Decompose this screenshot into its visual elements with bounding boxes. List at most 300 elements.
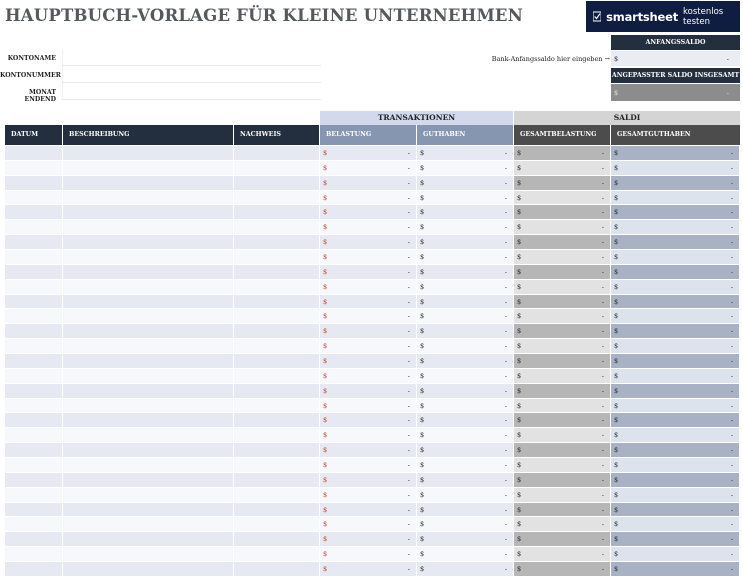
reference-cell[interactable] bbox=[234, 146, 320, 160]
currency-symbol: $ bbox=[420, 371, 425, 380]
credit-cell[interactable] bbox=[417, 191, 514, 205]
reference-cell[interactable] bbox=[234, 250, 320, 264]
currency-symbol: $ bbox=[517, 371, 522, 380]
debit-cell[interactable] bbox=[320, 399, 417, 413]
date-cell[interactable] bbox=[5, 399, 63, 413]
date-cell[interactable] bbox=[5, 220, 63, 234]
reference-cell[interactable] bbox=[234, 443, 320, 457]
account-name-label: KONTONAME bbox=[7, 55, 56, 62]
total-credit-cell[interactable] bbox=[611, 220, 740, 234]
total-debit-cell[interactable] bbox=[514, 265, 611, 279]
reference-cell[interactable] bbox=[234, 280, 320, 294]
description-cell[interactable] bbox=[63, 354, 234, 368]
debit-cell[interactable] bbox=[320, 265, 417, 279]
description-cell[interactable] bbox=[63, 413, 234, 427]
reference-cell[interactable] bbox=[234, 399, 320, 413]
description-cell[interactable] bbox=[63, 309, 234, 323]
col-reference: NACHWEIS bbox=[234, 125, 319, 145]
description-cell[interactable] bbox=[63, 146, 234, 160]
reference-cell[interactable] bbox=[234, 384, 320, 398]
date-cell[interactable] bbox=[5, 205, 63, 219]
credit-cell[interactable] bbox=[417, 146, 514, 160]
table-row bbox=[5, 161, 740, 176]
currency-symbol: $ bbox=[517, 208, 522, 217]
total-credit-cell[interactable] bbox=[611, 146, 740, 160]
amount-value: - bbox=[407, 416, 410, 425]
credit-cell[interactable] bbox=[417, 473, 514, 487]
date-cell[interactable] bbox=[5, 443, 63, 457]
total-debit-cell[interactable] bbox=[514, 562, 611, 576]
date-cell[interactable] bbox=[5, 295, 63, 309]
description-cell[interactable] bbox=[63, 205, 234, 219]
total-debit-cell[interactable] bbox=[514, 191, 611, 205]
description-cell[interactable] bbox=[63, 488, 234, 502]
balances-group-header: SALDI bbox=[514, 111, 740, 125]
credit-cell[interactable] bbox=[417, 517, 514, 531]
date-cell[interactable] bbox=[5, 235, 63, 249]
description-cell[interactable] bbox=[63, 399, 234, 413]
reference-cell[interactable] bbox=[234, 503, 320, 517]
reference-cell[interactable] bbox=[234, 458, 320, 472]
description-cell[interactable] bbox=[63, 161, 234, 175]
currency-symbol: $ bbox=[420, 163, 425, 172]
debit-cell[interactable] bbox=[320, 458, 417, 472]
reference-cell[interactable] bbox=[234, 235, 320, 249]
amount-value: - bbox=[504, 431, 507, 440]
total-debit-cell[interactable] bbox=[514, 399, 611, 413]
credit-cell[interactable] bbox=[417, 220, 514, 234]
currency-symbol: $ bbox=[420, 342, 425, 351]
total-credit-cell[interactable] bbox=[611, 354, 740, 368]
total-credit-cell[interactable] bbox=[611, 562, 740, 576]
date-cell[interactable] bbox=[5, 265, 63, 279]
amount-value: - bbox=[601, 475, 604, 484]
total-debit-cell[interactable] bbox=[514, 369, 611, 383]
description-cell[interactable] bbox=[63, 339, 234, 353]
amount-value: - bbox=[730, 356, 733, 365]
debit-cell[interactable] bbox=[320, 369, 417, 383]
currency-symbol: $ bbox=[420, 208, 425, 217]
amount-value: - bbox=[504, 505, 507, 514]
currency-symbol: $ bbox=[323, 267, 328, 276]
currency-symbol: $ bbox=[323, 446, 328, 455]
description-cell[interactable] bbox=[63, 265, 234, 279]
credit-cell[interactable] bbox=[417, 250, 514, 264]
currency-symbol: $ bbox=[517, 312, 522, 321]
reference-cell[interactable] bbox=[234, 191, 320, 205]
description-cell[interactable] bbox=[63, 458, 234, 472]
total-credit-cell[interactable] bbox=[611, 428, 740, 442]
amount-value: - bbox=[730, 446, 733, 455]
reference-cell[interactable] bbox=[234, 295, 320, 309]
account-name-field[interactable] bbox=[62, 49, 321, 66]
amount-value: - bbox=[504, 252, 507, 261]
total-debit-cell[interactable] bbox=[514, 220, 611, 234]
total-debit-cell[interactable] bbox=[514, 161, 611, 175]
amount-value: - bbox=[504, 238, 507, 247]
debit-cell[interactable] bbox=[320, 562, 417, 576]
debit-cell[interactable] bbox=[320, 547, 417, 561]
reference-cell[interactable] bbox=[234, 428, 320, 442]
credit-cell[interactable] bbox=[417, 295, 514, 309]
credit-cell[interactable] bbox=[417, 369, 514, 383]
amount-value: - bbox=[730, 416, 733, 425]
description-cell[interactable] bbox=[63, 235, 234, 249]
currency-symbol: $ bbox=[517, 564, 522, 573]
currency-symbol: $ bbox=[614, 163, 619, 172]
table-row bbox=[5, 191, 740, 206]
credit-cell[interactable] bbox=[417, 235, 514, 249]
date-cell[interactable] bbox=[5, 339, 63, 353]
adjusted-balance-field bbox=[611, 84, 740, 101]
total-debit-cell[interactable] bbox=[514, 280, 611, 294]
total-credit-cell[interactable] bbox=[611, 339, 740, 353]
amount-value: - bbox=[504, 312, 507, 321]
currency-symbol: $ bbox=[517, 148, 522, 157]
total-debit-cell[interactable] bbox=[514, 547, 611, 561]
currency-symbol: $ bbox=[420, 267, 425, 276]
description-cell[interactable] bbox=[63, 250, 234, 264]
description-cell[interactable] bbox=[63, 547, 234, 561]
credit-cell[interactable] bbox=[417, 562, 514, 576]
debit-cell[interactable] bbox=[320, 324, 417, 338]
credit-cell[interactable] bbox=[417, 428, 514, 442]
date-cell[interactable] bbox=[5, 146, 63, 160]
total-debit-cell[interactable] bbox=[514, 205, 611, 219]
credit-cell[interactable] bbox=[417, 547, 514, 561]
description-cell[interactable] bbox=[63, 473, 234, 487]
description-cell[interactable] bbox=[63, 503, 234, 517]
reference-cell[interactable] bbox=[234, 532, 320, 546]
description-cell[interactable] bbox=[63, 369, 234, 383]
account-number-label: KONTONUMMER bbox=[0, 72, 61, 79]
date-cell[interactable] bbox=[5, 191, 63, 205]
date-cell[interactable] bbox=[5, 369, 63, 383]
total-credit-cell[interactable] bbox=[611, 280, 740, 294]
credit-cell[interactable] bbox=[417, 354, 514, 368]
reference-cell[interactable] bbox=[234, 473, 320, 487]
total-debit-cell[interactable] bbox=[514, 309, 611, 323]
credit-cell[interactable] bbox=[417, 161, 514, 175]
amount-value: - bbox=[730, 193, 733, 202]
date-cell[interactable] bbox=[5, 309, 63, 323]
total-credit-cell[interactable] bbox=[611, 547, 740, 561]
total-credit-cell[interactable] bbox=[611, 473, 740, 487]
date-cell[interactable] bbox=[5, 503, 63, 517]
debit-cell[interactable] bbox=[320, 235, 417, 249]
transactions-group-header: TRANSAKTIONEN bbox=[320, 111, 513, 125]
date-cell[interactable] bbox=[5, 532, 63, 546]
date-cell[interactable] bbox=[5, 562, 63, 576]
description-cell[interactable] bbox=[63, 443, 234, 457]
date-cell[interactable] bbox=[5, 384, 63, 398]
currency-symbol: $ bbox=[323, 490, 328, 499]
debit-cell[interactable] bbox=[320, 205, 417, 219]
total-credit-cell[interactable] bbox=[611, 399, 740, 413]
total-credit-cell[interactable] bbox=[611, 458, 740, 472]
description-cell[interactable] bbox=[63, 562, 234, 576]
credit-cell[interactable] bbox=[417, 488, 514, 502]
debit-cell[interactable] bbox=[320, 354, 417, 368]
total-credit-cell[interactable] bbox=[611, 295, 740, 309]
smartsheet-trial-button[interactable] bbox=[586, 1, 740, 32]
amount-value: - bbox=[504, 297, 507, 306]
debit-cell[interactable] bbox=[320, 384, 417, 398]
total-credit-cell[interactable] bbox=[611, 250, 740, 264]
total-credit-cell[interactable] bbox=[611, 161, 740, 175]
total-debit-cell[interactable] bbox=[514, 295, 611, 309]
total-debit-cell[interactable] bbox=[514, 517, 611, 531]
currency-symbol: $ bbox=[323, 431, 328, 440]
total-credit-cell[interactable] bbox=[611, 384, 740, 398]
date-cell[interactable] bbox=[5, 547, 63, 561]
date-cell[interactable] bbox=[5, 458, 63, 472]
reference-cell[interactable] bbox=[234, 547, 320, 561]
reference-cell[interactable] bbox=[234, 309, 320, 323]
total-debit-cell[interactable] bbox=[514, 488, 611, 502]
amount-value: - bbox=[407, 401, 410, 410]
reference-cell[interactable] bbox=[234, 339, 320, 353]
date-cell[interactable] bbox=[5, 488, 63, 502]
reference-cell[interactable] bbox=[234, 488, 320, 502]
total-debit-cell[interactable] bbox=[514, 324, 611, 338]
description-cell[interactable] bbox=[63, 324, 234, 338]
debit-cell[interactable] bbox=[320, 146, 417, 160]
month-ending-label: MONAT ENDEND bbox=[24, 89, 56, 103]
total-debit-cell[interactable] bbox=[514, 354, 611, 368]
amount-value: - bbox=[730, 520, 733, 529]
amount-value: - bbox=[730, 312, 733, 321]
debit-cell[interactable] bbox=[320, 191, 417, 205]
debit-cell[interactable] bbox=[320, 295, 417, 309]
total-debit-cell[interactable] bbox=[514, 339, 611, 353]
amount-value: - bbox=[504, 535, 507, 544]
reference-cell[interactable] bbox=[234, 265, 320, 279]
total-credit-cell[interactable] bbox=[611, 176, 740, 190]
amount-value: - bbox=[407, 193, 410, 202]
total-credit-cell[interactable] bbox=[611, 235, 740, 249]
total-debit-cell[interactable] bbox=[514, 250, 611, 264]
debit-cell[interactable] bbox=[320, 413, 417, 427]
currency-symbol: $ bbox=[323, 297, 328, 306]
credit-cell[interactable] bbox=[417, 503, 514, 517]
description-cell[interactable] bbox=[63, 191, 234, 205]
date-cell[interactable] bbox=[5, 354, 63, 368]
currency-symbol: $ bbox=[420, 178, 425, 187]
reference-cell[interactable] bbox=[234, 413, 320, 427]
total-credit-cell[interactable] bbox=[611, 532, 740, 546]
currency-symbol: $ bbox=[614, 520, 619, 529]
description-cell[interactable] bbox=[63, 384, 234, 398]
total-credit-cell[interactable] bbox=[611, 309, 740, 323]
date-cell[interactable] bbox=[5, 280, 63, 294]
reference-cell[interactable] bbox=[234, 562, 320, 576]
amount-value: - bbox=[601, 431, 604, 440]
ledger-table bbox=[5, 146, 740, 577]
currency-symbol: $ bbox=[323, 208, 328, 217]
table-row bbox=[5, 280, 740, 295]
currency-symbol: $ bbox=[517, 535, 522, 544]
table-row bbox=[5, 473, 740, 488]
amount-value: - bbox=[601, 312, 604, 321]
amount-value: - bbox=[407, 490, 410, 499]
credit-cell[interactable] bbox=[417, 384, 514, 398]
credit-cell[interactable] bbox=[417, 413, 514, 427]
amount-value: - bbox=[601, 193, 604, 202]
opening-balance-value: - bbox=[726, 54, 729, 63]
total-credit-cell[interactable] bbox=[611, 443, 740, 457]
total-debit-cell[interactable] bbox=[514, 473, 611, 487]
currency-symbol: $ bbox=[614, 267, 619, 276]
total-credit-cell[interactable] bbox=[611, 503, 740, 517]
date-cell[interactable] bbox=[5, 161, 63, 175]
currency-symbol: $ bbox=[614, 356, 619, 365]
date-cell[interactable] bbox=[5, 473, 63, 487]
description-cell[interactable] bbox=[63, 220, 234, 234]
debit-cell[interactable] bbox=[320, 532, 417, 546]
total-debit-cell[interactable] bbox=[514, 443, 611, 457]
col-total-credit: GESAMTGUTHABEN bbox=[611, 125, 740, 145]
date-cell[interactable] bbox=[5, 413, 63, 427]
total-credit-cell[interactable] bbox=[611, 488, 740, 502]
currency-symbol: $ bbox=[323, 163, 328, 172]
reference-cell[interactable] bbox=[234, 161, 320, 175]
currency-symbol: $ bbox=[517, 446, 522, 455]
description-cell[interactable] bbox=[63, 532, 234, 546]
debit-cell[interactable] bbox=[320, 309, 417, 323]
currency-symbol: $ bbox=[614, 535, 619, 544]
currency-symbol: $ bbox=[614, 401, 619, 410]
total-debit-cell[interactable] bbox=[514, 384, 611, 398]
description-cell[interactable] bbox=[63, 517, 234, 531]
currency-symbol: $ bbox=[420, 386, 425, 395]
debit-cell[interactable] bbox=[320, 161, 417, 175]
total-debit-cell[interactable] bbox=[514, 146, 611, 160]
page-title: HAUPTBUCH-VORLAGE FÜR KLEINE UNTERNEHMEN bbox=[5, 6, 523, 25]
currency-symbol: $ bbox=[614, 282, 619, 291]
debit-cell[interactable] bbox=[320, 473, 417, 487]
reference-cell[interactable] bbox=[234, 354, 320, 368]
currency-symbol: $ bbox=[517, 416, 522, 425]
currency-symbol: $ bbox=[323, 193, 328, 202]
credit-cell[interactable] bbox=[417, 176, 514, 190]
total-debit-cell[interactable] bbox=[514, 428, 611, 442]
credit-cell[interactable] bbox=[417, 458, 514, 472]
total-credit-cell[interactable] bbox=[611, 191, 740, 205]
credit-cell[interactable] bbox=[417, 265, 514, 279]
reference-cell[interactable] bbox=[234, 220, 320, 234]
description-cell[interactable] bbox=[63, 295, 234, 309]
currency-symbol: $ bbox=[614, 223, 619, 232]
amount-value: - bbox=[504, 163, 507, 172]
currency-symbol: $ bbox=[420, 416, 425, 425]
description-cell[interactable] bbox=[63, 280, 234, 294]
reference-cell[interactable] bbox=[234, 369, 320, 383]
total-credit-cell[interactable] bbox=[611, 517, 740, 531]
table-row bbox=[5, 176, 740, 191]
description-cell[interactable] bbox=[63, 428, 234, 442]
amount-value: - bbox=[601, 550, 604, 559]
debit-cell[interactable] bbox=[320, 176, 417, 190]
month-ending-field[interactable] bbox=[62, 83, 321, 100]
currency-symbol: $ bbox=[614, 252, 619, 261]
credit-cell[interactable] bbox=[417, 309, 514, 323]
total-credit-cell[interactable] bbox=[611, 369, 740, 383]
table-row bbox=[5, 309, 740, 324]
debit-cell[interactable] bbox=[320, 220, 417, 234]
date-cell[interactable] bbox=[5, 428, 63, 442]
currency-symbol: $ bbox=[517, 163, 522, 172]
credit-cell[interactable] bbox=[417, 324, 514, 338]
currency-symbol: $ bbox=[517, 282, 522, 291]
opening-balance-field[interactable] bbox=[611, 51, 740, 66]
credit-cell[interactable] bbox=[417, 280, 514, 294]
amount-value: - bbox=[504, 342, 507, 351]
total-credit-cell[interactable] bbox=[611, 324, 740, 338]
debit-cell[interactable] bbox=[320, 443, 417, 457]
date-cell[interactable] bbox=[5, 517, 63, 531]
reference-cell[interactable] bbox=[234, 324, 320, 338]
total-credit-cell[interactable] bbox=[611, 205, 740, 219]
reference-cell[interactable] bbox=[234, 205, 320, 219]
total-debit-cell[interactable] bbox=[514, 413, 611, 427]
credit-cell[interactable] bbox=[417, 205, 514, 219]
amount-value: - bbox=[730, 371, 733, 380]
currency-symbol: $ bbox=[420, 446, 425, 455]
total-credit-cell[interactable] bbox=[611, 265, 740, 279]
credit-cell[interactable] bbox=[417, 532, 514, 546]
total-debit-cell[interactable] bbox=[514, 532, 611, 546]
credit-cell[interactable] bbox=[417, 399, 514, 413]
smartsheet-check-icon bbox=[593, 11, 601, 22]
debit-cell[interactable] bbox=[320, 488, 417, 502]
amount-value: - bbox=[730, 327, 733, 336]
amount-value: - bbox=[407, 297, 410, 306]
reference-cell[interactable] bbox=[234, 517, 320, 531]
credit-cell[interactable] bbox=[417, 339, 514, 353]
total-debit-cell[interactable] bbox=[514, 235, 611, 249]
amount-value: - bbox=[730, 208, 733, 217]
amount-value: - bbox=[407, 312, 410, 321]
debit-cell[interactable] bbox=[320, 339, 417, 353]
debit-cell[interactable] bbox=[320, 280, 417, 294]
reference-cell[interactable] bbox=[234, 176, 320, 190]
debit-cell[interactable] bbox=[320, 250, 417, 264]
debit-cell[interactable] bbox=[320, 428, 417, 442]
currency-symbol: $ bbox=[420, 223, 425, 232]
date-cell[interactable] bbox=[5, 324, 63, 338]
account-number-field[interactable] bbox=[62, 66, 321, 83]
total-debit-cell[interactable] bbox=[514, 503, 611, 517]
debit-cell[interactable] bbox=[320, 503, 417, 517]
currency-symbol: $ bbox=[614, 312, 619, 321]
brand-name: smartsheet bbox=[606, 9, 679, 24]
opening-balance-header: ANFANGSSALDO bbox=[611, 35, 740, 50]
date-cell[interactable] bbox=[5, 176, 63, 190]
amount-value: - bbox=[601, 564, 604, 573]
debit-cell[interactable] bbox=[320, 517, 417, 531]
date-cell[interactable] bbox=[5, 250, 63, 264]
total-credit-cell[interactable] bbox=[611, 413, 740, 427]
amount-value: - bbox=[504, 446, 507, 455]
amount-value: - bbox=[407, 371, 410, 380]
currency-symbol: $ bbox=[323, 475, 328, 484]
amount-value: - bbox=[601, 178, 604, 187]
credit-cell[interactable] bbox=[417, 443, 514, 457]
total-debit-cell[interactable] bbox=[514, 458, 611, 472]
description-cell[interactable] bbox=[63, 176, 234, 190]
total-debit-cell[interactable] bbox=[514, 176, 611, 190]
